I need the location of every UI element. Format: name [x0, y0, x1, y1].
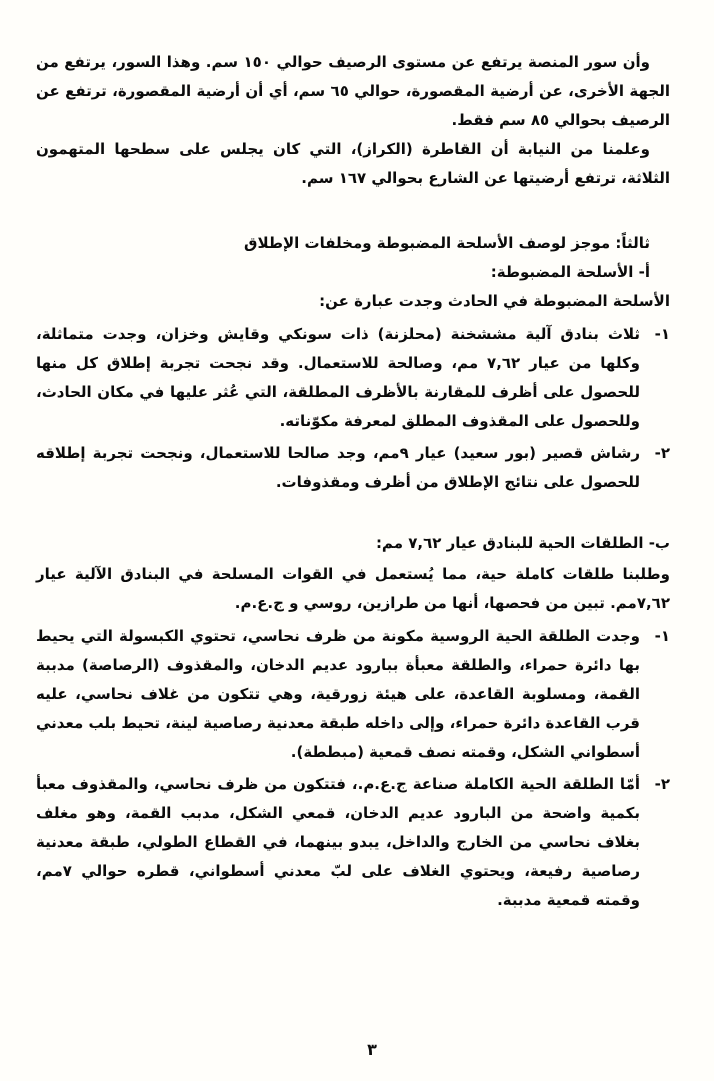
list-item-rifles: [36, 320, 670, 436]
subsection-heading-b: ب- الطلقات الحية للبنادق عيار ٧,٦٢ مم:: [375, 534, 670, 552]
paragraph-platform-wall: وأن سور المنصة يرتفع عن مستوى الرصيف حوالي ١٥٠ سم. وهذا السور، يرتفع من الجهة الأخرى، عن أرضية المقصورة، حوالي ٦٥ سم، أي أن أرضية المقصورة، ترتفع عن الرصيف بحوالي ٨٥ سم فقط.: [36, 53, 670, 129]
list-item-text: ثلاث بنادق آلية مششخنة (محلزنة) ذات سونكي وقايش وخزان، وجدت متماثلة، وكلها من عيار ٧,٦٢ مم، وصالحة للاستعمال. وقد نجحت تجربة إطلاق كل منها للحصول على أظرف للمقارنة بالأظرف المطلقة، التي عُثر عليها في مكان الحادث، وللحصول على المقذوف المطلق لمعرفة مكوّناته.: [36, 325, 641, 430]
list-item-number: ١-: [654, 325, 670, 343]
list-item-text: وجدت الطلقة الحية الروسية مكونة من ظرف نحاسي، تحتوي الكبسولة التي يحيط بها دائرة حمراء، والطلقة معبأة ببارود عديم الدخان، والمقذوف (الرصاصة) مدببة القمة، ومسلوبة القاعدة، على هيئة زورقية، وهي تتكون من غلاف نحاسي، عليه قرب القاعدة دائرة حمراء، وإلى داخله طبقة معدنية رصاصية لينة، تحيط بلب معدني أسطواني الشكل، وقمته نصف قمعية (مبططة).: [36, 627, 640, 761]
list-item-number: ٢-: [654, 775, 670, 793]
list-item-number: ١-: [654, 627, 670, 645]
list-item-number: ٢-: [654, 444, 670, 462]
cartridges-intro-paragraph: وطلبنا طلقات كاملة حية، مما يُستعمل في القوات المسلحة في البنادق الآلية عيار ٧,٦٢مم. تبين من فحصها، أنها من طرازين، روسي و ج.ع.م.: [36, 565, 670, 612]
list-item-uar-cartridge: [36, 770, 670, 915]
subsection-heading-a: أ- الأسلحة المضبوطة:: [490, 263, 650, 281]
paragraph-locomotive: وعلمنا من النيابة أن القاطرة (الكراز)، التي كان يجلس على سطحها المتهمون الثلاثة، ترتفع أرضيتها عن الشارع بحوالي ١٦٧ سم.: [36, 140, 670, 187]
cartridges-list: [36, 622, 670, 915]
weapons-list: [36, 320, 670, 497]
list-item-russian-cartridge: [36, 622, 670, 767]
document-text-block: [36, 48, 670, 915]
page-number: ٣: [367, 1040, 377, 1059]
list-item-text: أمّا الطلقة الحية الكاملة صناعة ج.ع.م.، فتتكون من ظرف نحاسي، والمقذوف معبأ بكمية واضحة من البارود عديم الدخان، قمعي الشكل، مدبب القمة، وهو مغلف بغلاف نحاسي من الخارج والداخل، يبدو بينهما، في القطاع الطولي، طبقة معدنية رصاصية رفيعة، ويحتوي الغلاف على لبّ معدني أسطواني، قطره حوالي ٧مم، وقمته قمعية مدببة.: [36, 775, 640, 909]
list-item-text: رشاش قصير (بور سعيد) عيار ٩مم، وجد صالحا للاستعمال، ونجحت تجربة إطلاقه للحصول على نتائج الإطلاق من أظرف ومقذوفات.: [36, 444, 640, 491]
list-item-submachine-gun: [36, 439, 670, 497]
section-heading-third: ثالثاً: موجز لوصف الأسلحة المضبوطة ومخلفات الإطلاق: [244, 234, 650, 252]
weapons-intro-line: الأسلحة المضبوطة في الحادث وجدت عبارة عن:: [319, 292, 670, 310]
